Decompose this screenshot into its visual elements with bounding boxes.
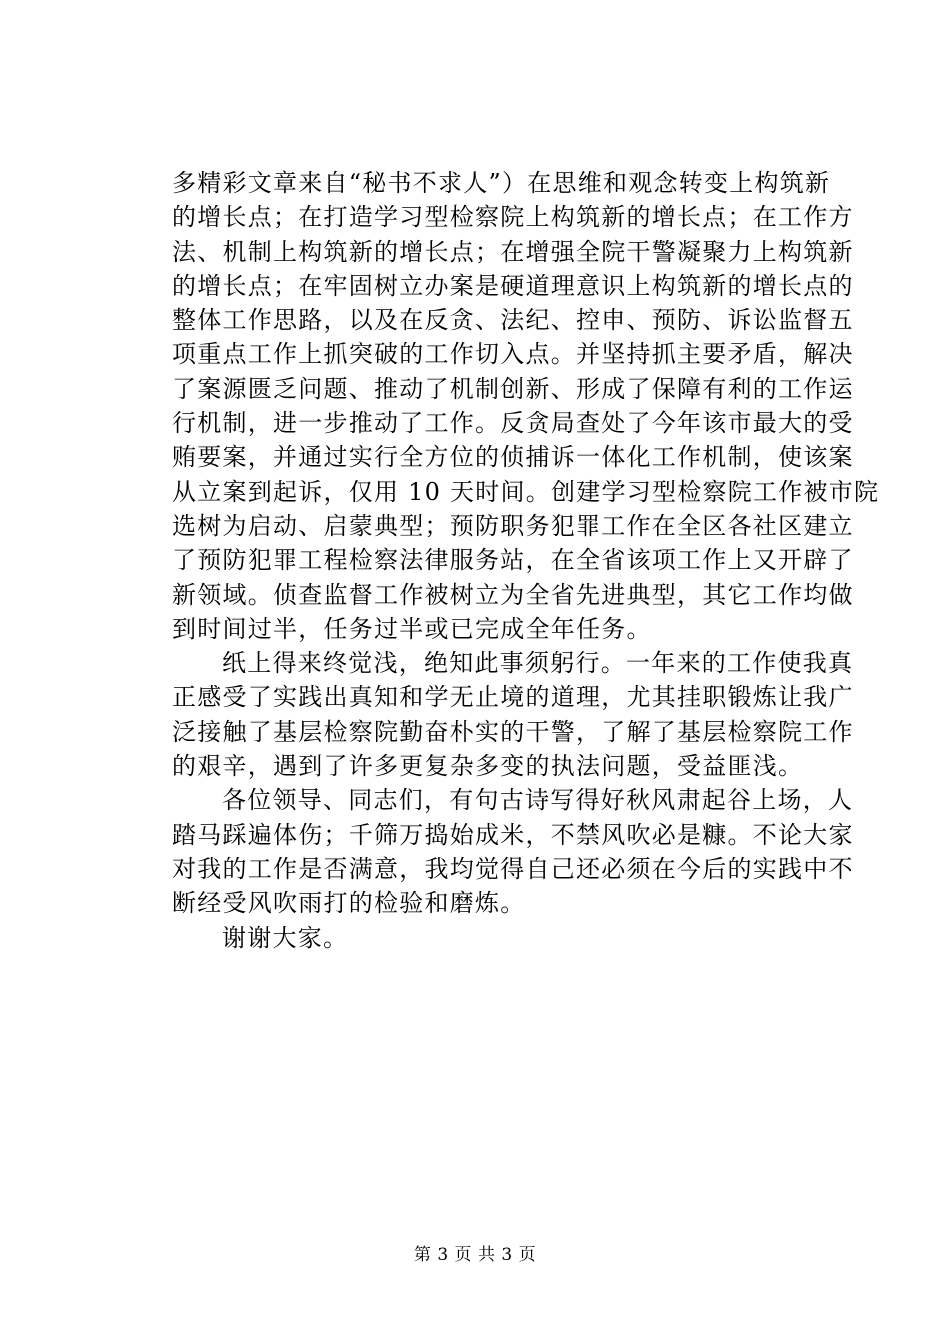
body-line: 法、机制上构筑新的增长点；在增强全院干警凝聚力上构筑新: [172, 237, 854, 266]
paragraph-start-line: 各位领导、同志们，有句古诗写得好秋风肃起谷上场，人: [222, 786, 854, 815]
body-line: 行机制，进一步推动了工作。反贪局查处了今年该市最大的受: [172, 409, 854, 438]
body-line: 多精彩文章来自“秘书不求人”）在思维和观念转变上构筑新: [172, 169, 831, 197]
body-line: 贿要案，并通过实行全方位的侦捕诉一体化工作机制，使该案: [172, 443, 854, 472]
body-line: 断经受风吹雨打的检验和磨炼。: [172, 889, 526, 918]
body-line: 踏马踩遍体伤；千筛万捣始成米，不禁风吹必是糠。不论大家: [172, 820, 854, 849]
page-number-footer: 第 3 页 共 3 页: [413, 1245, 537, 1265]
closing-line: 谢谢大家。: [222, 923, 349, 952]
body-line: 从立案到起诉，仅用 10 天时间。创建学习型检察院工作被市院: [172, 477, 880, 506]
body-line: 泛接触了基层检察院勤奋朴实的干警，了解了基层检察院工作: [172, 717, 854, 746]
body-line: 整体工作思路，以及在反贪、法纪、控申、预防、诉讼监督五: [172, 306, 854, 335]
body-line: 项重点工作上抓突破的工作切入点。并坚持抓主要矛盾，解决: [172, 340, 854, 369]
body-line: 新领域。侦查监督工作被树立为全省先进典型，其它工作均做: [172, 580, 854, 609]
body-line: 正感受了实践出真知和学无止境的道理，尤其挂职锻炼让我广: [172, 683, 854, 712]
body-line: 选树为启动、启蒙典型；预防职务犯罪工作在全区各社区建立: [172, 511, 854, 540]
body-line: 的增长点；在打造学习型检察院上构筑新的增长点；在工作方: [172, 203, 854, 232]
body-line: 了案源匮乏问题、推动了机制创新、形成了保障有利的工作运: [172, 374, 854, 403]
body-line: 到时间过半，任务过半或已完成全年任务。: [172, 614, 652, 643]
body-line: 的增长点；在牢固树立办案是硬道理意识上构筑新的增长点的: [172, 271, 854, 300]
body-line: 的艰辛，遇到了许多更复杂多变的执法问题，受益匪浅。: [172, 752, 804, 781]
document-body: [172, 166, 880, 955]
body-line: 了预防犯罪工程检察法律服务站，在全省该项工作上又开辟了: [172, 546, 854, 575]
body-line: 对我的工作是否满意，我均觉得自己还必须在今后的实践中不: [172, 854, 854, 883]
paragraph-start-line: 纸上得来终觉浅，绝知此事须躬行。一年来的工作使我真: [222, 649, 854, 678]
